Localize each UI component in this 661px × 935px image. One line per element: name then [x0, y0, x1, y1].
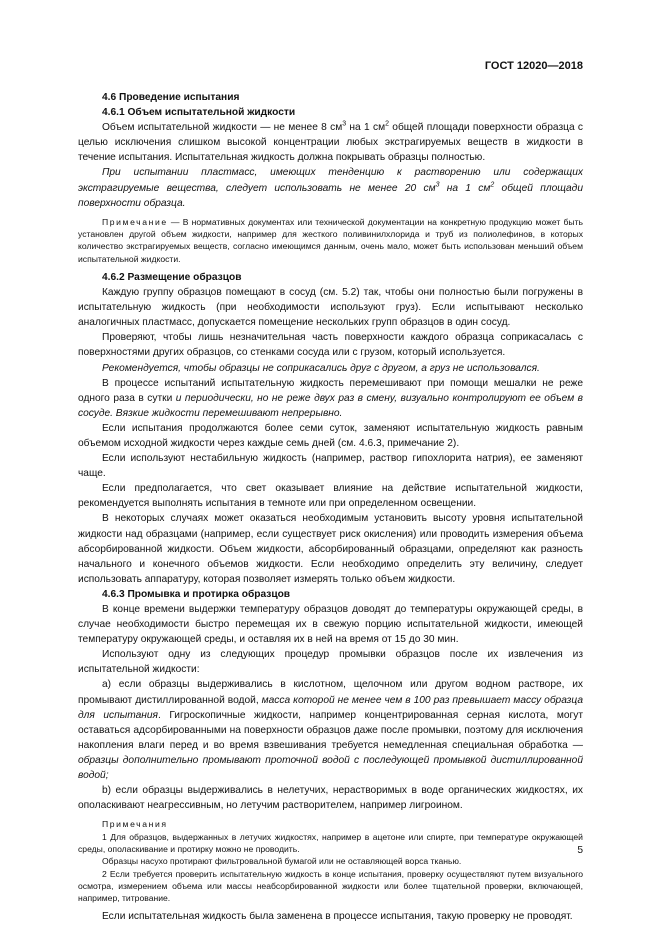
- paragraph: Если используют нестабильную жидкость (например, раствор гипохлорита натрия), ее заменяют чаще.: [78, 453, 583, 480]
- paragraph: Используют одну из следующих процедур промывки образцов после их извлечения из испытательной жидкости:: [78, 649, 583, 676]
- paragraph: Объем испытательной жидкости — не менее 8 $см^3$ на 1 $см^2$ общей площади поверхности образца с целью исключения слишком высокой концентрации любых экстрагируемых веществ в жидкости в течение испытания. Испытательная жидкость должна покрывать образцы полностью.: [78, 120, 584, 164]
- page-number: 5: [577, 845, 583, 856]
- notes-label: Примечания: [102, 819, 168, 830]
- paragraph: а) если образцы выдерживались в кислотном, щелочном или другом водном растворе, их промывают дистиллированной водой, масса которой не менее чем в 100 раз превышает массу образца для испытания. Гигроскопичные жидкости, например концентрированная серная кислота, могут оставаться адсорбированными на поверхности образцов даже после промывки, поэтому для исключения накопления влаги перед и во время взвешивания требуется немедленная специальная обработка — образцы дополнительно промывают проточной водой с последующей промывкой дистиллированной водой;: [78, 679, 583, 782]
- paragraph: В процессе испытаний испытательную жидкость перемешивают при помощи мешалки не реже одного раза в сутки и периодически, но не реже двух раз в смену, визуально контролируют ее объем в сосуде. Вязкие жидкости перемешивают непрерывно.: [78, 377, 584, 419]
- paragraph: Каждую группу образцов помещают в сосуд (см. 5.2) так, чтобы они полностью были погружены в испытательную жидкость (при необходимости используют груз). Если испытывают несколько аналогичных пластмасс, допускается помещение нескольких групп образцов в один сосуд.: [78, 287, 583, 329]
- paragraph: В некоторых случаях может оказаться необходимым установить высоту уровня испытательной жидкости над образцами (например, если существует риск окисления) или проводить измерения объема абсорбированной жидкости. Объем жидкости, абсорбированный образцами, определяют как разность начального и конечного объемов жидкости. Если необходимо определить эту величину, следует использовать аппаратуру, которая позволяет измерять только объем жидкости.: [78, 513, 583, 585]
- paragraph: В конце времени выдержки температуру образцов доводят до температуры окружающей среды, в случае необходимости быстро перемещая их в свежую порцию испытательной жидкости, имеющей температуру окружающей среды, и оставляя их в ней на время от 15 до 30 мин.: [78, 604, 583, 646]
- note-item: 2 Если требуется проверить испытательную жидкость в конце испытания, проверку осуществляют путем визуального осмотра, измерением объема или массы неабсорбированной жидкости или более тщательной проверки, включающей, например, титрование.: [78, 868, 583, 904]
- note-item: Образцы насухо протирают фильтровальной бумагой или не оставляющей ворса тканью.: [102, 856, 462, 867]
- note: Примечание — В нормативных документах или технической документации на конкретную продукцию может быть установлен другой объем жидкости, например для жесткого поливинилхлорида и труб из полиолефинов, в которых количество экстрагируемых веществ, согласно имеющимся данным, очень мало, может быть использован меньший объем испытательной жидкости.: [78, 216, 583, 264]
- section-title-4-6: 4.6 Проведение испытания: [102, 92, 240, 103]
- paragraph: Если предполагается, что свет оказывает влияние на действие испытательной жидкости, рекомендуется выполнять испытания в темноте или при определенном освещении.: [78, 483, 583, 510]
- paragraph: b) если образцы выдерживались в нелетучих, нерастворимых в воде органических жидкостях, их ополаскивают неагрессивным, но летучим растворителем, например лигроином.: [78, 785, 583, 812]
- document-code: ГОСТ 12020—2018: [484, 60, 583, 72]
- paragraph: Если испытательная жидкость была заменена в процессе испытания, такую проверку не проводят.: [102, 911, 573, 923]
- page-content: [78, 90, 583, 924]
- paragraph-italic: При испытании пластмасс, имеющих тенденцию к растворению или содержащих экстрагируемые вещества, следует использовать не менее 20 $см^3$ на 1 $см^2$ общей площади поверхности образца.: [78, 167, 583, 209]
- paragraph: Если испытания продолжаются более семи суток, заменяют испытательную жидкость равным объемом исходной жидкости через каждые семь дней (см. 4.6.3, примечание 2).: [78, 422, 583, 449]
- note-item: 1 Для образцов, выдержанных в летучих жидкостях, например в ацетоне или спирте, при температуре окружающей среды, ополаскивание и протирку можно не проводить.: [78, 831, 583, 854]
- section-title-4-6-3: 4.6.3 Промывка и протирка образцов: [102, 588, 291, 600]
- note-label: Примечание: [102, 216, 168, 227]
- section-title-4-6-1: 4.6.1 Объем испытательной жидкости: [102, 107, 296, 119]
- paragraph-italic: Рекомендуется, чтобы образцы не соприкасались друг с другом, а груз не использовался.: [102, 362, 540, 374]
- section-title-4-6-2: 4.6.2 Размещение образцов: [102, 271, 242, 283]
- paragraph: Проверяют, чтобы лишь незначительная часть поверхности каждого образца соприкасалась с поверхностями других образцов, со стенками сосуда или с грузом, который используется.: [78, 332, 583, 359]
